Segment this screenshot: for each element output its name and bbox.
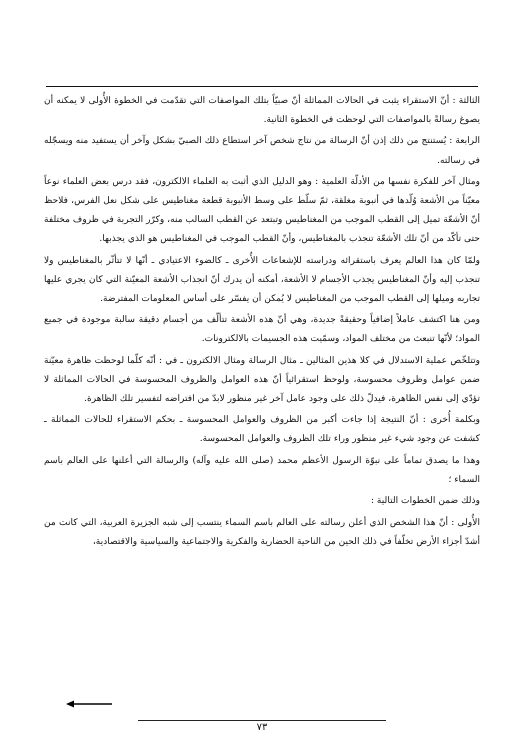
body-text [44, 92, 480, 554]
paragraph-prophethood: وهذا ما يصدق تماماً على نبوّة الرسول الأعظم محمد (صلى الله عليه وآله) والرسالة التي أعلنها على العالم باسم السماء ؛ [44, 455, 480, 485]
paragraph-restatement: وبكلمة أُخرى : أنّ النتيجة إذا جاءت أكبر من الظروف والعوامل المحسوسة ـ بحكم الاستقراء للحالات المماثلة ـ كشفت عن وجود شيء غير منظور وراء تلك الظروف والعوامل المحسوسة. [44, 415, 480, 445]
paragraph-magnet-reasoning: ولمّا كان هذا العالم يعرف باستقرائه ودراسته للإشعاعات الأُخرى ـ كالضوء الاعتيادي ـ أنّها لا تتأثّر بالمغناطيس ولا تنجذب إليه وأنّ المغناطيس يجذب الأجسام لا الأشعة، أمكنه أن يدرك أنّ انجذاب الأشعة المعيّنة التي كان يجري عليها تجاربه وميلها إلى القطب الموجب من المغناطيس لا يُمكن أن يفسّر على أساس المعلومات المفترضة. [44, 255, 480, 304]
paragraph-electron-example: ومثال آخر للفكرة نفسها من الأدلّة العلمية : وهو الدليل الذي أثبت به العلماء الالكترون، فقد درس بعض العلماء نوعاً معيّناً من الأشعة وُلّدها في أنبوبة مغلقة، ثمّ سلّط على وسط الأنبوبة قطعة مغناطيس على شكل نعل الفرس، فلاحظ أنّ الأشعّة تميل إلى القطب الموجب من المغناطيس وتبتعد عن القطب السالب منه، وكرّر التجربة في ظروف مختلفة حتى تأكّد من أنّ تلك الأشعّة تنجذب بالمغناطيس، وأنّ القطب الموجب في المغناطيس هو الذي يجذبها. [44, 176, 480, 245]
top-rule [46, 86, 478, 87]
footer-rule [138, 720, 386, 721]
paragraph-discovery: ومن هنا اكتشف عاملاً إضافياً وحقيقةً جديدة، وهي أنّ هذه الأشعة تتألّف من أجسام دقيقة سالبة موجودة في جميع المواد؛ لأنّها تنبعث من مختلف المواد، وسمّيت هذه الجسيمات بالالكترونات. [44, 315, 480, 345]
paragraph-third-step: الثالثة : أنّ الاستقراء يثبت في الحالات المماثلة أنّ صبيّاً بتلك المواصفات التي تقدّمت في الخطوة الأُولى لا يمكنه أن يصوغ رسالةً بالمواصفات التي لوحظت في الخطوة الثانية. [44, 96, 480, 126]
paragraph-steps-intro: وذلك ضمن الخطوات التالية : [370, 496, 480, 507]
page-number: ٧٣ [256, 722, 268, 733]
continuation-arrow-icon [66, 700, 112, 708]
paragraph-fourth-step: الرابعة : يُستنتج من ذلك إذن أنّ الرسالة من نتاج شخص آخر استطاع ذلك الصبيّ بشكل وآخر أن يستفيد منه ويسجّله في رسالته. [44, 136, 480, 166]
paragraph-first-step: الأُولى : أنّ هذا الشخص الذي أعلن رسالته على العالم باسم السماء ينتسب إلى شبه الجزيرة العربية، التي كانت من أشدّ أجزاء الأرض تخلّفاً في ذلك الحين من الناحية الحضارية والفكرية والاجتماعية والسياسية والاقتصادية، [44, 517, 480, 547]
paragraph-summary: وتتلخّص عملية الاستدلال في كلا هذين المثالين ـ مثال الرسالة ومثال الالكترون ـ في : أنّه كلّما لوحظت ظاهرة معيّنة ضمن عوامل وظروف محسوسة، ولوحظ استقرائياً أنّ هذه العوامل والظروف المحسوسة في الحالات المماثلة لا تؤدّي إلى نفس الظاهرة، فيدلّ ذلك على وجود عامل آخر غير منظور لابدّ من افتراضه لتفسير تلك الظاهرة. [44, 355, 480, 404]
